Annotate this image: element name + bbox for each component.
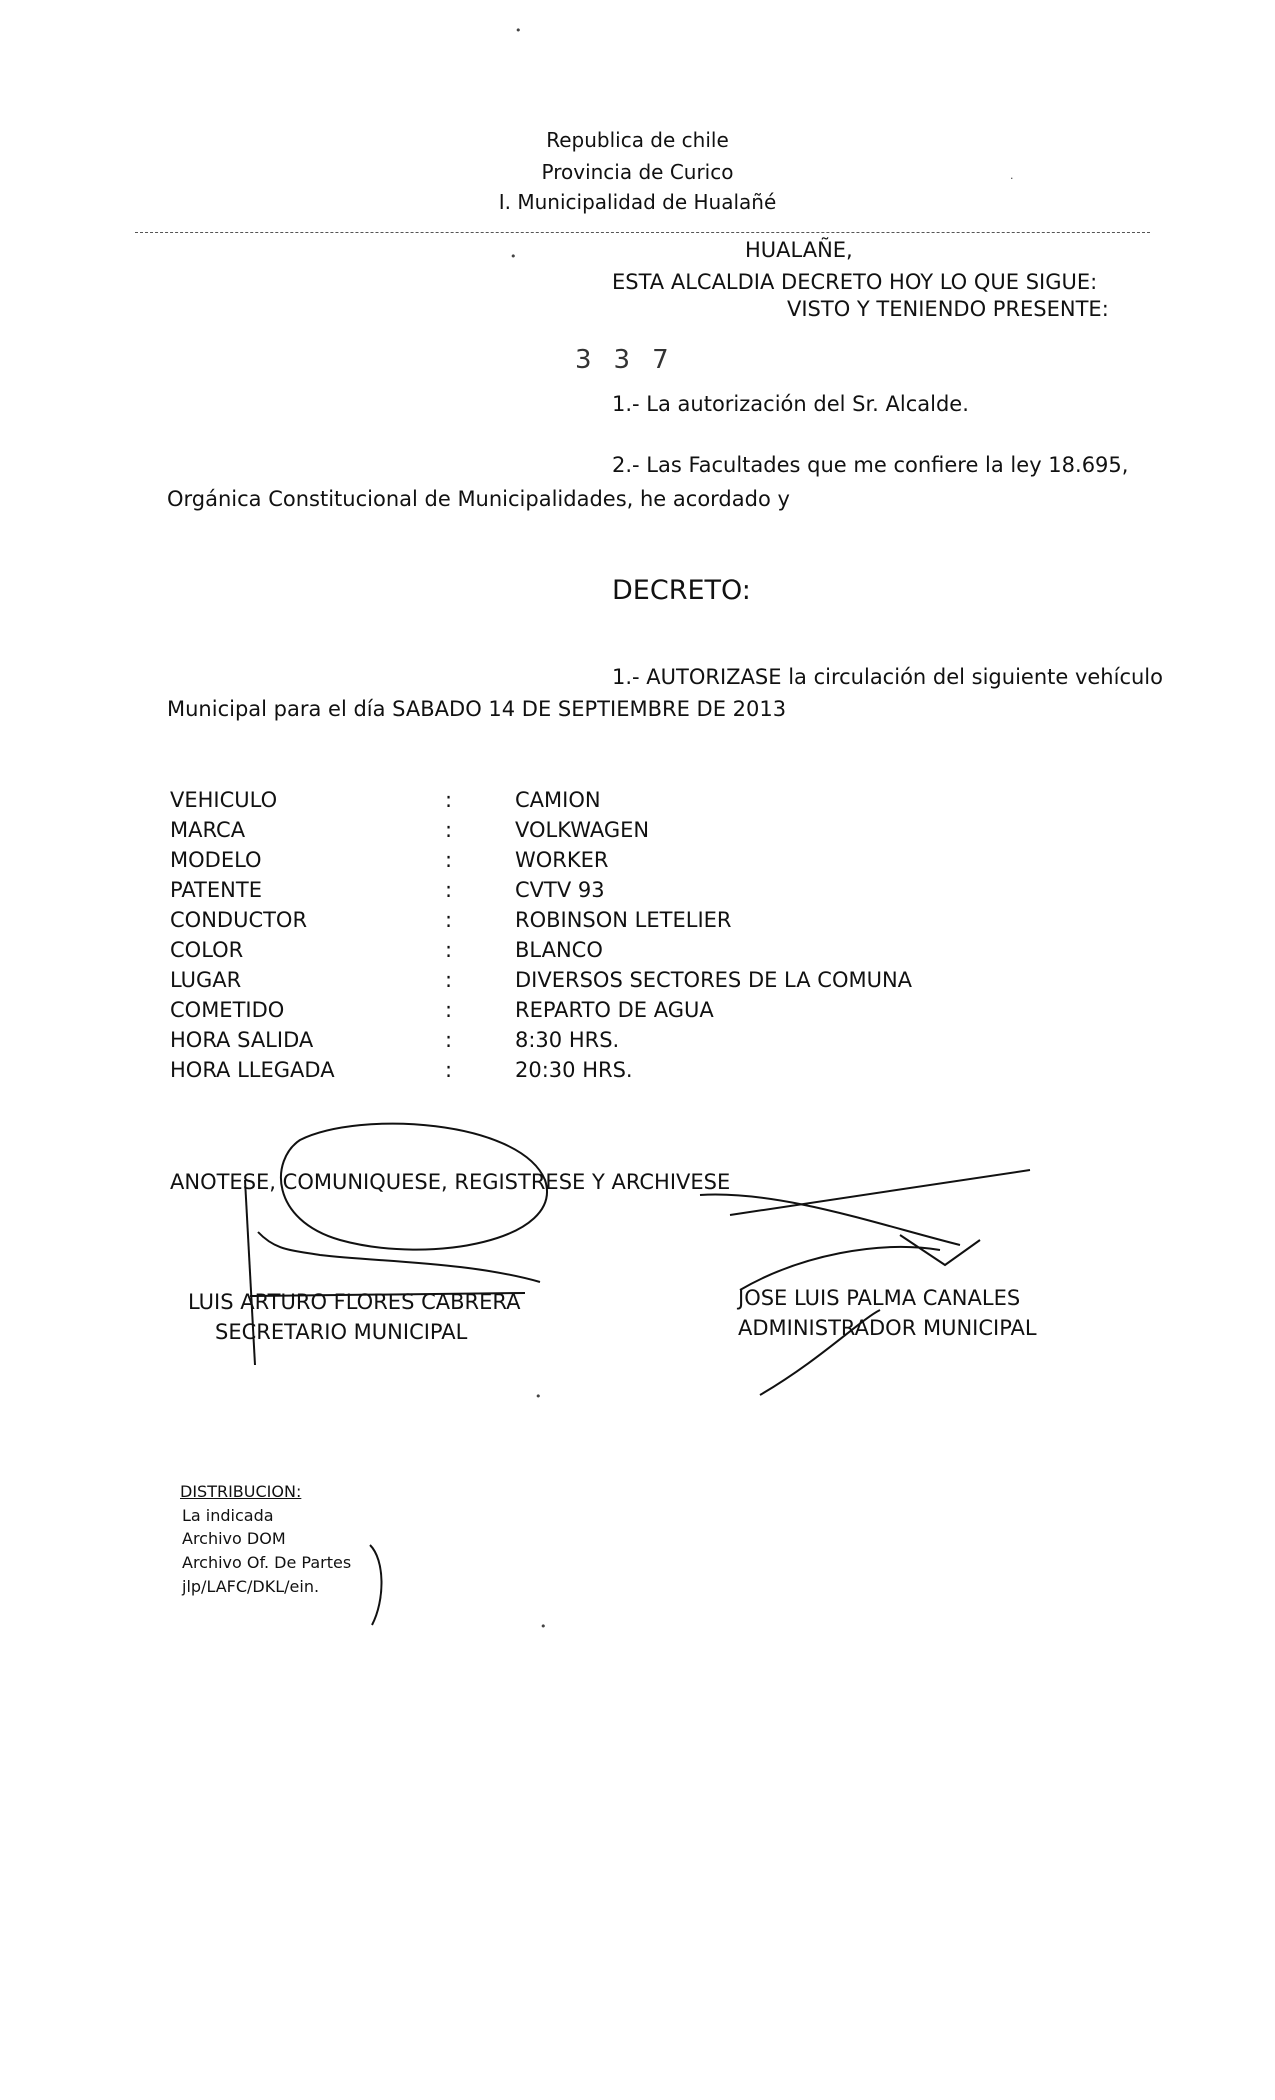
field-value: VOLKWAGEN — [515, 818, 650, 842]
field-separator: : — [445, 998, 453, 1022]
field-label: COLOR — [170, 938, 244, 962]
header-province: Provincia de Curico — [541, 160, 734, 184]
signatory-right-name: JOSE LUIS PALMA CANALES — [738, 1286, 1021, 1310]
signature-right-scribble — [730, 1170, 1030, 1215]
signature-right-scribble — [700, 1195, 960, 1245]
field-label: LUGAR — [170, 968, 242, 992]
field-label: HORA LLEGADA — [170, 1058, 335, 1082]
field-value: ROBINSON LETELIER — [515, 908, 732, 932]
vehicle-row — [170, 1028, 1070, 1058]
header-republic: Republica de chile — [546, 128, 729, 152]
field-separator: : — [445, 908, 453, 932]
field-value: DIVERSOS SECTORES DE LA COMUNA — [515, 968, 913, 992]
signature-right-scribble — [900, 1235, 980, 1265]
field-label: PATENTE — [170, 878, 262, 902]
distribution-item: jlp/LAFC/DKL/ein. — [182, 1577, 320, 1596]
field-value: WORKER — [515, 848, 609, 872]
intro-line-2: VISTO Y TENIENDO PRESENTE: — [787, 297, 1109, 321]
vehicle-row — [170, 818, 1070, 848]
consideration-1: 1.- La autorización del Sr. Alcalde. — [612, 392, 969, 416]
scan-speck: • — [510, 250, 517, 263]
distribution-item: Archivo DOM — [182, 1529, 286, 1548]
field-value: CVTV 93 — [515, 878, 605, 902]
vehicle-row — [170, 938, 1070, 968]
decree-title: DECRETO: — [612, 575, 751, 606]
closing-formula: ANOTESE, COMUNIQUESE, REGISTRESE Y ARCHIVESE — [170, 1170, 731, 1194]
field-separator: : — [445, 878, 453, 902]
field-value: 8:30 HRS. — [515, 1028, 620, 1052]
vehicle-row — [170, 788, 1070, 818]
vehicle-row — [170, 878, 1070, 908]
consideration-2-line-2: Orgánica Constitucional de Municipalidades, he acordado y — [167, 487, 790, 511]
signatory-left-title: SECRETARIO MUNICIPAL — [215, 1320, 468, 1344]
field-label: MODELO — [170, 848, 262, 872]
signatory-right-title: ADMINISTRADOR MUNICIPAL — [738, 1316, 1037, 1340]
field-separator: : — [445, 938, 453, 962]
field-label: VEHICULO — [170, 788, 278, 812]
scan-speck: • — [540, 1620, 547, 1633]
place-line: HUALAÑE, — [745, 238, 853, 262]
field-separator: : — [445, 1058, 453, 1082]
header-municipality: I. Municipalidad de Hualañé — [498, 190, 777, 214]
decree-number: 337 — [575, 345, 691, 375]
distribution-item: La indicada — [182, 1506, 274, 1525]
field-value: CAMION — [515, 788, 601, 812]
scan-speck: • — [535, 1390, 542, 1403]
field-label: COMETIDO — [170, 998, 285, 1022]
field-separator: : — [445, 1028, 453, 1052]
bracket-mark — [370, 1545, 382, 1625]
signature-right-scribble — [740, 1247, 940, 1290]
field-value: BLANCO — [515, 938, 603, 962]
signatory-left-name: LUIS ARTURO FLORES CABRERA — [188, 1290, 521, 1314]
vehicle-row — [170, 848, 1070, 878]
intro-line-1: ESTA ALCALDIA DECRETO HOY LO QUE SIGUE: — [612, 270, 1098, 294]
decree-item-1-line-1: 1.- AUTORIZASE la circulación del siguiente vehículo — [612, 665, 1163, 689]
field-label: HORA SALIDA — [170, 1028, 314, 1052]
consideration-2-line-1: 2.- Las Facultades que me confiere la ley 18.695, — [612, 453, 1129, 477]
field-label: MARCA — [170, 818, 246, 842]
field-separator: : — [445, 848, 453, 872]
vehicle-row — [170, 908, 1070, 938]
field-value: 20:30 HRS. — [515, 1058, 633, 1082]
field-separator: : — [445, 788, 453, 812]
scan-speck: • — [515, 24, 522, 37]
decree-item-1-line-2: Municipal para el día SABADO 14 DE SEPTIEMBRE DE 2013 — [167, 697, 787, 721]
field-value: REPARTO DE AGUA — [515, 998, 714, 1022]
distribution-heading: DISTRIBUCION: — [180, 1482, 302, 1501]
field-label: CONDUCTOR — [170, 908, 308, 932]
vehicle-row — [170, 1058, 1070, 1088]
distribution-item: Archivo Of. De Partes — [182, 1553, 352, 1572]
field-separator: : — [445, 968, 453, 992]
vehicle-row — [170, 998, 1070, 1028]
field-separator: : — [445, 818, 453, 842]
header-divider — [135, 232, 1150, 233]
signature-left-tail — [258, 1232, 540, 1282]
scan-speck: · — [1010, 172, 1014, 185]
vehicle-row — [170, 968, 1070, 998]
